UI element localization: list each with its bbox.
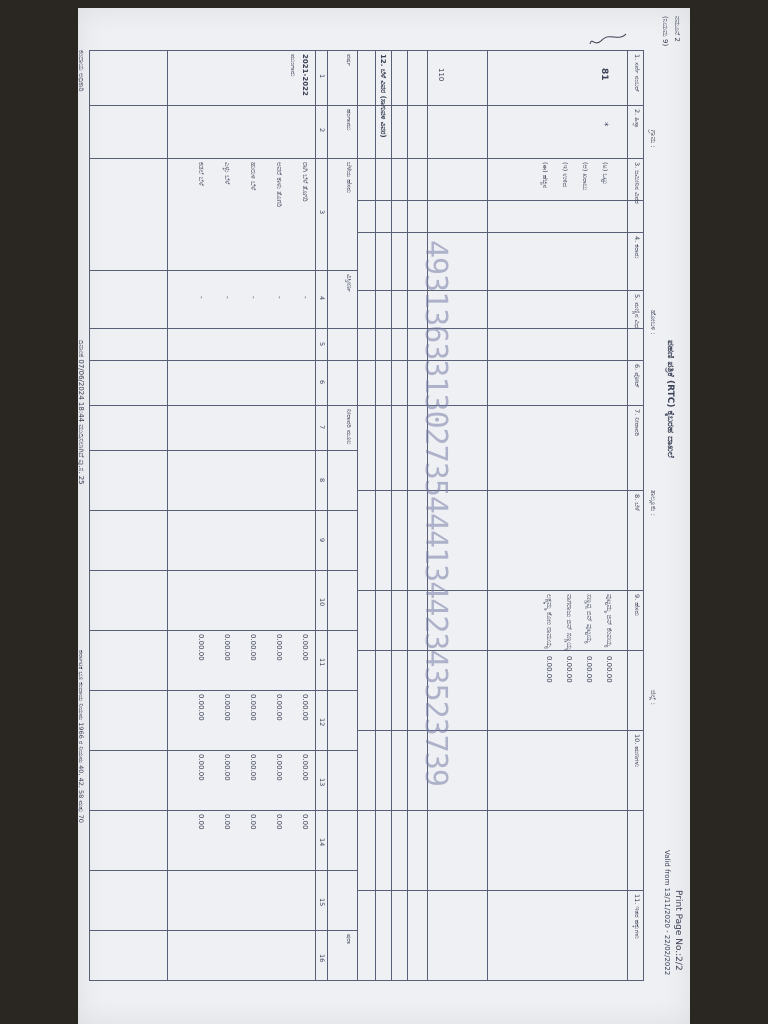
crop-row-3-c: 0.00.00 [249,754,257,781]
crop-col-num-4: 4 [318,296,326,301]
form-number: ನಮೂನೆ 2 [673,16,681,42]
land-row-kharab: (ಆ) ಖರಾಬು [581,162,589,191]
crop-row-1-c: 0.00.00 [301,754,309,781]
crop-year: 2021-2022 [301,54,309,96]
crop-header-irrigation-source: ನೀರಾವರಿ ಮೂಲ [345,409,353,445]
taluk-label: ತಾಲ್ಲೂಕು : [649,490,657,516]
crop-row-4-a: 0.00.00 [223,634,231,661]
validity-period: Valid from 13/11/2020 - 22/02/2022 [663,850,671,976]
crop-col-num-7: 7 [318,425,326,430]
col-header-irrigation: 7. ನೀರಾವರಿ [633,409,641,437]
crop-row-4-d: 0.00 [223,814,231,830]
crop-row-1-d: 0.00 [301,814,309,830]
crop-row-1-b: 0.00.00 [301,694,309,721]
crop-row-5-a: 0.00.00 [197,634,205,661]
owner-3: ನಾಗರಾಜು ಬಿನ್ ಸಣ್ಣಯ್ಯ [565,594,573,651]
footer-signature-label: ಕಂದಾಯ ಅಧಿಕಾರಿ [77,50,85,92]
hissa-value: * [599,122,609,127]
crop-row-2-name: ಅವರೆ ಕಾಳು ತೊಗರಿ [275,162,283,208]
col-header-survey: 1. ಸರ್ವೆ ನಂಬರ್ [633,54,641,93]
crop-row-3-name: ಹುರುಳಿ ಬೆಳೆ [249,162,257,191]
crop-header-year: ವರ್ಷ [345,54,353,66]
crop-row-2-a: 0.00.00 [275,634,283,661]
side-number: 110 [437,68,445,82]
crop-row-2-c: 0.00.00 [275,754,283,781]
col-header-rights: 11. ಇತರ ಹಕ್ಕುಗಳು [633,894,641,939]
handwritten-mark [588,30,628,50]
crop-header-remarks: ಷರಾ [345,934,353,945]
crop-row-4-dash: - [223,296,231,299]
hobli-label: ಹೋಬಳಿ : [649,310,657,335]
crop-col-num-14: 14 [318,838,326,847]
col-header-pot: 6. ಪೋಟ್ [633,364,641,388]
crop-col-num-8: 8 [318,478,326,483]
document-title: ಪಹಣಿ ಪತ್ರಿಕೆ (RTC) ಕೈಬರಹ ದಾಖಲೆ [665,340,675,458]
footer-print-date: ದಿನಾಂಕ 07/06/2024 18:44 ಮುದ್ರಿಸಲಾಗಿದೆ ಪು.ಸ. 25 [77,340,85,485]
document-page [78,8,690,1024]
col-header-hissa: 2. ಹಿಸ್ಸಾ [633,109,641,129]
crop-row-5-d: 0.00 [197,814,205,830]
crop-header-season: ಹಂಗಾಮು [345,109,353,131]
district-label: ಜಿಲ್ಲೆ : [649,690,657,705]
owner-2: ಸಣ್ಣಪ್ಪ ಬಿನ್ ಪುಟ್ಟಯ್ಯ [585,594,593,644]
footer-rule-note: ಕರ್ನಾಟಕ ಭೂ ಕಂದಾಯ ನಿಯಮ 1966 ರ ನಿಯಮ 40, 42, 58 ಮತ್ತು 70 [77,650,85,823]
crop-row-1-a: 0.00.00 [301,634,309,661]
crop-col-num-10: 10 [318,598,326,607]
crop-row-4-b: 0.00.00 [223,694,231,721]
crop-col-num-15: 15 [318,898,326,907]
print-page-number: Print Page No.:2/2 [673,890,683,971]
land-row-remaining: (ಇ) ಉಳಿದ [561,162,569,188]
crop-row-3-a: 0.00.00 [249,634,257,661]
col-header-liabilities: 10. ಋಣಗಳು [633,734,641,768]
col-header-karar: 4. ಕರಾರು [633,236,641,259]
crop-header-crop-name: ಬೆಳೆಯ ಹೆಸರು [345,162,353,194]
form-subtitle: (ನಿಯಮ 9) [661,16,669,47]
crop-row-2-d: 0.00 [275,814,283,830]
rotated-rtc-form [77,10,688,1022]
crop-row-3-b: 0.00.00 [249,694,257,721]
crop-row-4-c: 0.00.00 [223,754,231,781]
survey-number: 81 [599,68,609,81]
crop-row-3-d: 0.00 [249,814,257,830]
village-label: ಗ್ರಾಮ : [649,130,657,148]
land-row-extra: (ಈ) ಹೆಚ್ಚಿನ [541,162,549,189]
col-header-crop: 8. ಬೆಳೆ [633,494,641,511]
crop-row-5-name: ಕಡಲೆ ಬೆಳೆ [197,162,205,186]
crop-col-num-2: 2 [318,128,326,133]
crop-header-area: ವಿಸ್ತೀರ್ಣ [345,274,353,293]
owner-area-3: 0.00.00 [565,656,573,683]
land-row-total: (ಅ) ಒಟ್ಟು [601,162,609,185]
owner-area-2: 0.00.00 [585,656,593,683]
crop-col-num-5: 5 [318,342,326,347]
crop-col-num-13: 13 [318,778,326,787]
col-header-name: 9. ಹೆಸರು [633,594,641,616]
col-header-land: 3. ಜಮೀನಿನ ವಿವರ [633,162,641,204]
crop-row-5-dash: - [197,296,205,299]
crop-col-num-6: 6 [318,380,326,385]
watermark-reference-number: 49313633130273544413442343523739 [418,240,453,786]
crop-col-num-12: 12 [318,718,326,727]
crop-row-1-name: ರಾಗಿ ಬೆಳೆ ತೊಗರಿ [301,162,309,202]
crop-row-3-dash: - [249,296,257,299]
crop-row-4-name: ಎಳ್ಳು ಬೆಳೆ [223,162,231,185]
crop-section-title: 12. ಬೆಳೆ ವಿವರ (ಸಾಗುವಳಿ ವಿವರ) [379,54,387,138]
owner-area-4: 0.00.00 [545,656,553,683]
crop-col-num-9: 9 [318,538,326,543]
crop-col-num-11: 11 [318,658,326,667]
crop-row-2-dash: - [275,296,283,299]
crop-row-5-c: 0.00.00 [197,754,205,781]
crop-col-num-16: 16 [318,954,326,963]
crop-year-season: ಮುಂಗಾರು [289,54,297,77]
crop-row-5-b: 0.00.00 [197,694,205,721]
crop-row-2-b: 0.00.00 [275,694,283,721]
owner-1: ಪುಟ್ಟಮ್ಮ ಬಿನ್ ಕೆಂಪಯ್ಯ [605,594,613,648]
col-header-soil: 5. ಮಣ್ಣಿನ ವಿಧ [633,294,641,329]
crop-row-1-dash: - [301,296,309,299]
crop-col-num-1: 1 [318,74,326,79]
crop-col-num-3: 3 [318,210,326,215]
owner-4: ಲಕ್ಷ್ಮಮ್ಮ ಕೋಂ ರಾಮಯ್ಯ [545,594,553,649]
owner-area-1: 0.00.00 [605,656,613,683]
